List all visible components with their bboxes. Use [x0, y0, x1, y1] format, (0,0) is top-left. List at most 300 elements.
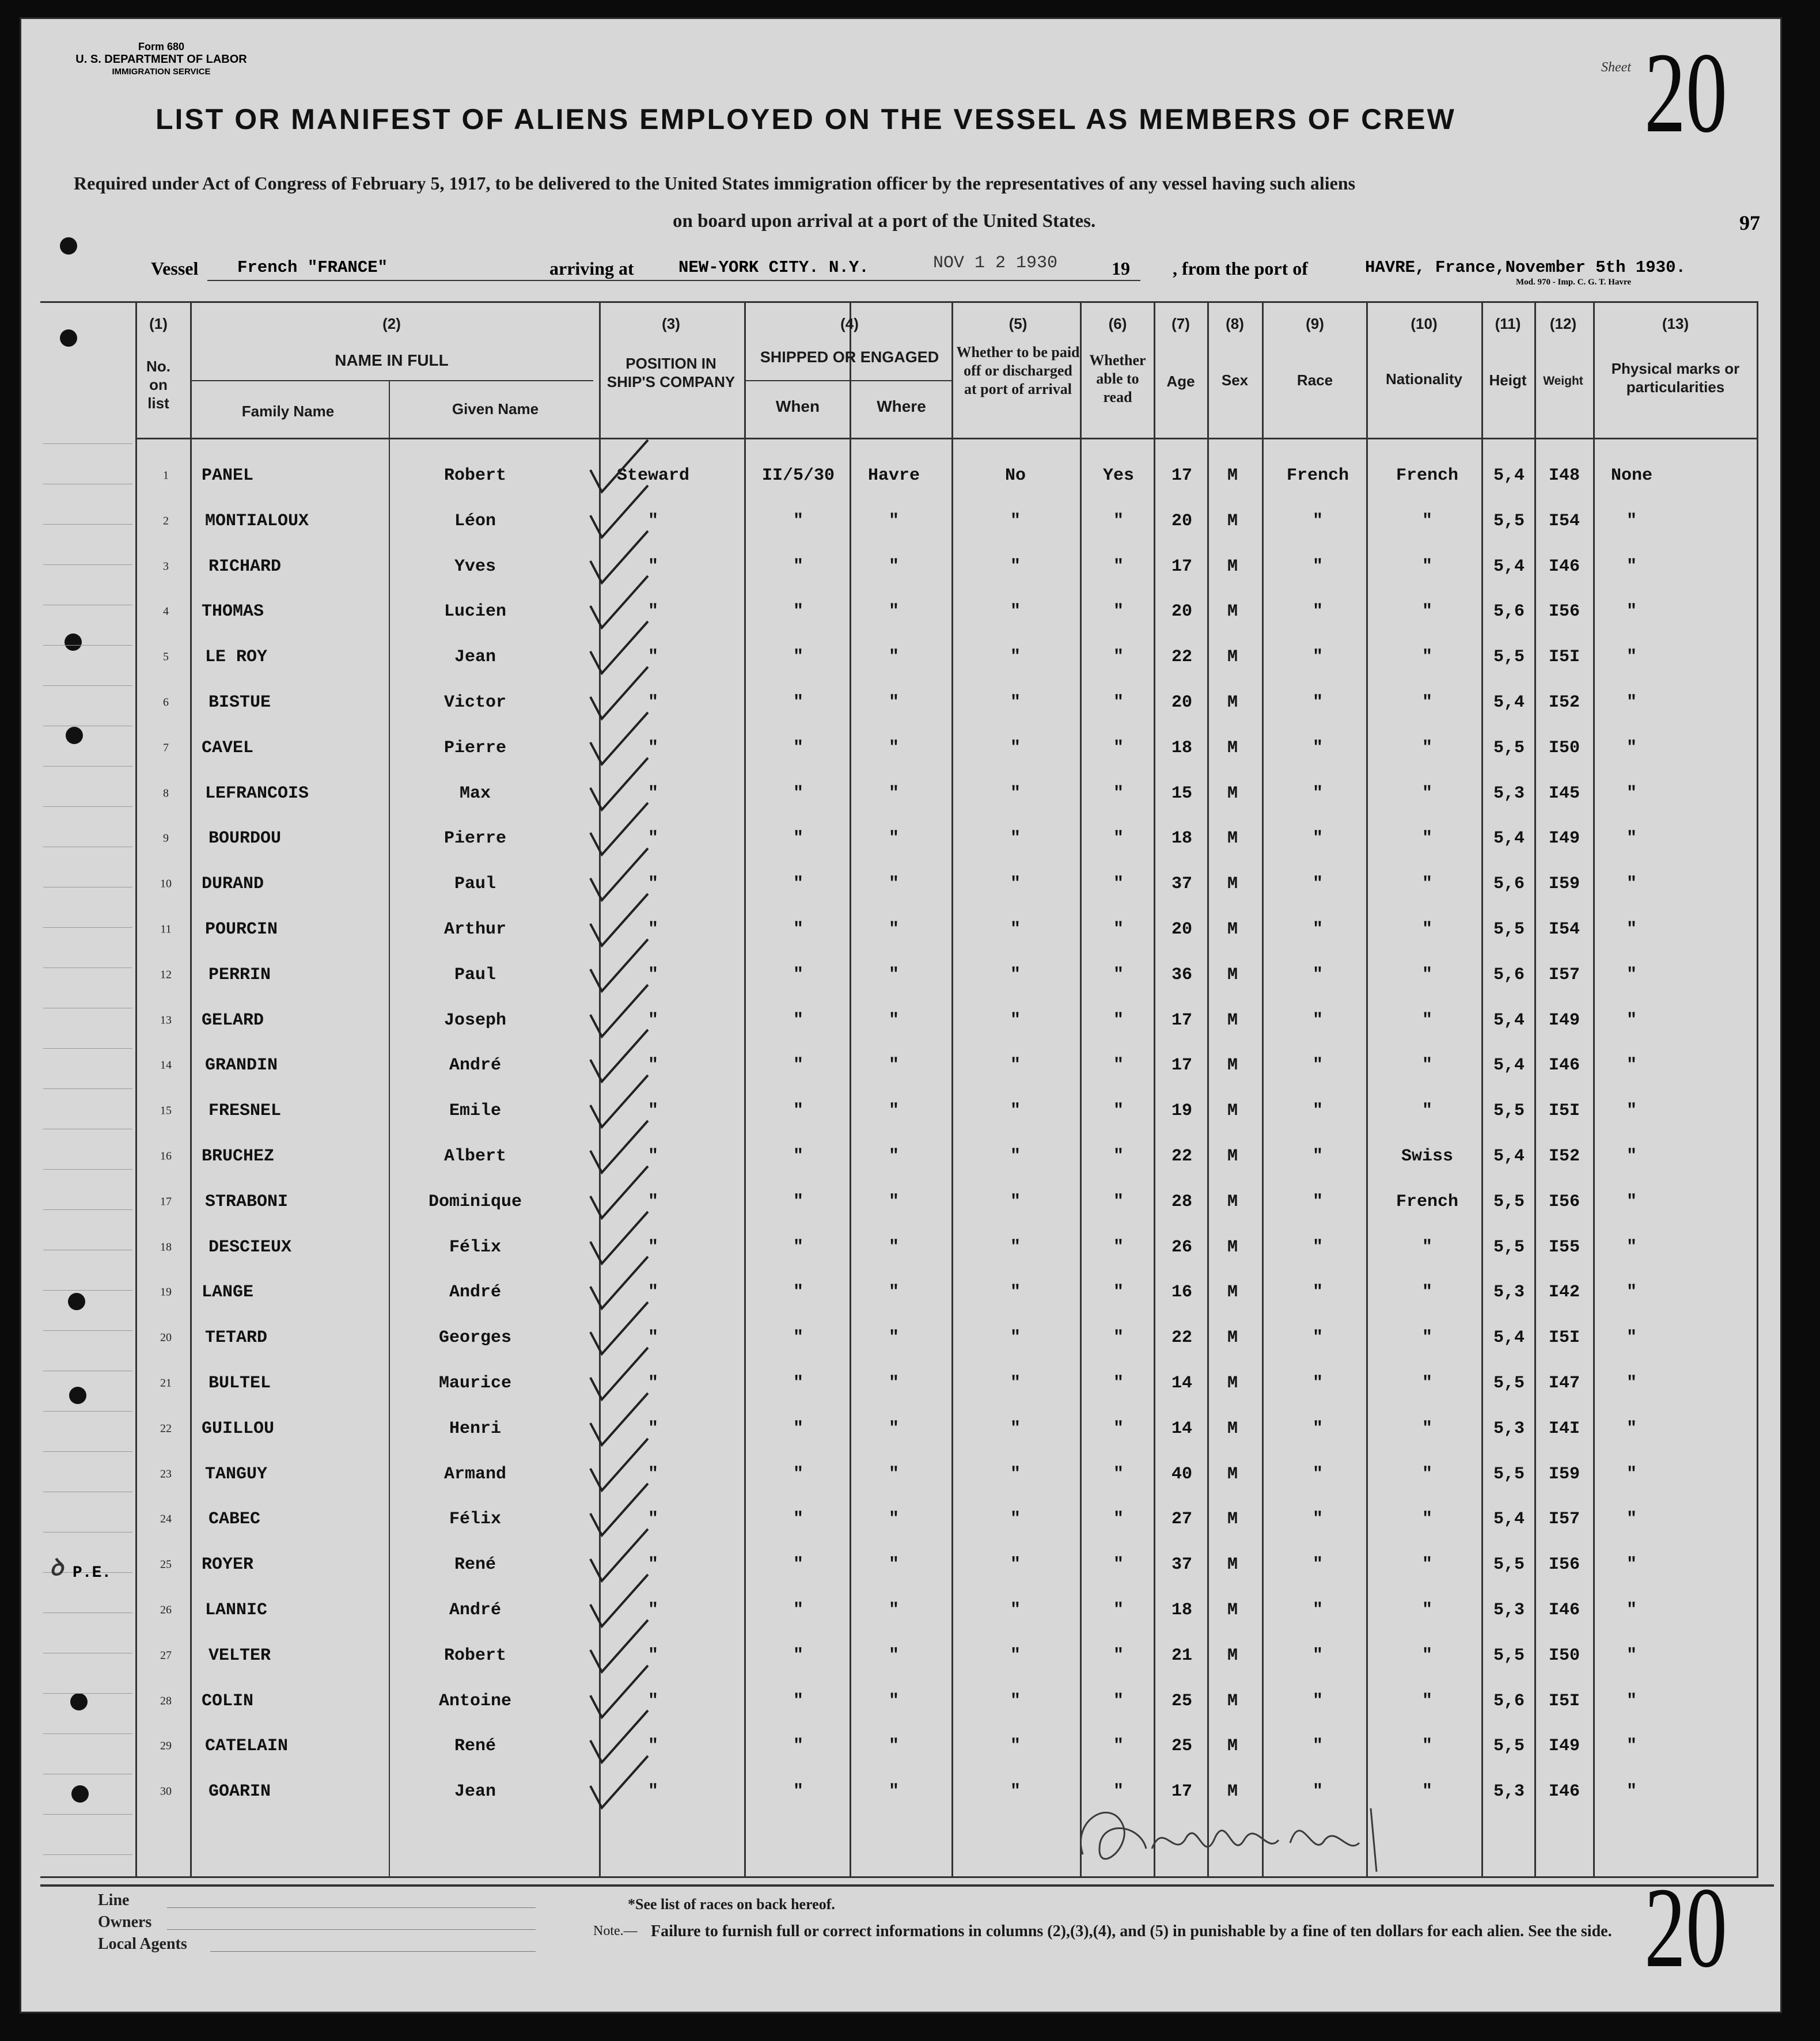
when-ditto: ": [793, 1101, 804, 1121]
paid-ditto: ": [1010, 557, 1021, 576]
col4-where-label: Where: [877, 397, 926, 415]
paid-ditto: ": [1010, 647, 1021, 667]
sex-cell: M: [1227, 1509, 1238, 1529]
given-name: Yves: [454, 557, 496, 576]
col2-number: (2): [382, 315, 401, 332]
sex-cell: M: [1227, 965, 1238, 985]
where-ditto: ": [888, 1600, 900, 1620]
note-text: Failure to furnish full or correct informations in columns (2),(3),(4), and (5) in punishable by a fine of ten dollars for each alien. See the side.: [651, 1922, 1612, 1940]
sex-cell: M: [1227, 1011, 1238, 1030]
row-number: 20: [160, 1331, 172, 1344]
weight-cell: I48: [1548, 466, 1580, 485]
read-ditto: ": [1113, 1147, 1124, 1166]
when-ditto: ": [793, 1691, 804, 1711]
height-cell: 5,3: [1493, 1600, 1525, 1620]
weight-cell: I55: [1548, 1238, 1580, 1257]
weight-cell: I49: [1548, 829, 1580, 848]
read-ditto: ": [1113, 1374, 1124, 1393]
family-name: ROYER: [202, 1555, 254, 1575]
nationality-ditto: ": [1421, 1328, 1433, 1348]
when-ditto: ": [793, 874, 804, 894]
where-ditto: ": [888, 1238, 900, 1257]
check-mark: [590, 1620, 648, 1672]
given-name: Albert: [443, 1147, 507, 1166]
position-ditto: ": [647, 511, 659, 531]
height-cell: 5,3: [1493, 1283, 1525, 1302]
position-cell: Steward: [616, 466, 690, 485]
sex-cell: M: [1227, 1328, 1238, 1348]
nationality-ditto: ": [1421, 557, 1433, 576]
sex-cell: M: [1227, 693, 1238, 712]
marks-ditto: ": [1626, 1238, 1637, 1257]
weight-cell: I5I: [1548, 1101, 1580, 1121]
col7-number: (7): [1171, 315, 1190, 332]
age-cell: 18: [1171, 829, 1193, 848]
given-name: René: [454, 1736, 496, 1756]
where-ditto: ": [888, 1555, 900, 1575]
paid-ditto: ": [1010, 1419, 1021, 1439]
given-name: Emile: [449, 1101, 502, 1121]
height-cell: 5,3: [1493, 784, 1525, 803]
position-ditto: ": [647, 965, 659, 985]
when-ditto: ": [793, 1192, 804, 1212]
row-number: 26: [160, 1603, 172, 1617]
nationality-ditto: ": [1421, 784, 1433, 803]
height-cell: 5,5: [1493, 1374, 1525, 1393]
when-ditto: ": [793, 1283, 804, 1302]
where-ditto: ": [888, 1782, 900, 1801]
age-cell: 25: [1171, 1691, 1193, 1711]
nationality-ditto: ": [1421, 1600, 1433, 1620]
marks-ditto: ": [1626, 1555, 1637, 1575]
age-cell: 20: [1171, 511, 1193, 531]
family-name: COLIN: [202, 1691, 254, 1711]
height-cell: 5,4: [1493, 829, 1525, 848]
age-cell: 20: [1171, 602, 1193, 621]
col12-label: Weight: [1543, 374, 1583, 388]
marks-ditto: ": [1626, 1283, 1637, 1302]
weight-cell: I57: [1548, 965, 1580, 985]
weight-cell: I49: [1548, 1011, 1580, 1030]
when-ditto: ": [793, 1328, 804, 1348]
sex-cell: M: [1227, 1374, 1238, 1393]
race-ditto: ": [1312, 1374, 1324, 1393]
race-ditto: ": [1312, 784, 1324, 803]
family-name: DESCIEUX: [208, 1238, 292, 1257]
paid-ditto: ": [1010, 1736, 1021, 1756]
given-name: André: [449, 1056, 502, 1075]
read-ditto: ": [1113, 1101, 1124, 1121]
sex-cell: M: [1227, 920, 1238, 939]
nationality-ditto: ": [1421, 1419, 1433, 1439]
nationality-ditto: ": [1421, 829, 1433, 848]
col4-label: SHIPPED OR ENGAGED: [760, 348, 939, 366]
position-ditto: ": [647, 1101, 659, 1121]
weight-cell: I56: [1548, 602, 1580, 621]
where-ditto: ": [888, 602, 900, 621]
position-ditto: ": [647, 1736, 659, 1756]
col2-given-label: Given Name: [452, 400, 539, 418]
check-mark: [590, 758, 648, 810]
race-ditto: ": [1312, 1192, 1324, 1212]
race-ditto: ": [1312, 829, 1324, 848]
check-mark: [590, 894, 648, 946]
check-mark: [590, 485, 648, 537]
family-name: THOMAS: [202, 602, 264, 621]
col1-number: (1): [149, 315, 168, 332]
weight-cell: I59: [1548, 874, 1580, 894]
sex-cell: M: [1227, 1283, 1238, 1302]
sex-cell: M: [1227, 1691, 1238, 1711]
marks-ditto: ": [1626, 1056, 1637, 1075]
family-name: PERRIN: [208, 965, 271, 985]
height-cell: 5,5: [1493, 1238, 1525, 1257]
family-name: BULTEL: [208, 1374, 271, 1393]
height-cell: 5,4: [1493, 557, 1525, 576]
sex-cell: M: [1227, 829, 1238, 848]
given-name: Paul: [454, 965, 496, 985]
given-name: Pierre: [443, 738, 507, 758]
weight-cell: I54: [1548, 511, 1580, 531]
sex-cell: M: [1227, 602, 1238, 621]
col10-label: Nationality: [1386, 370, 1462, 388]
position-ditto: ": [647, 829, 659, 848]
when-ditto: ": [793, 1238, 804, 1257]
where-ditto: ": [888, 1147, 900, 1166]
weight-cell: I54: [1548, 920, 1580, 939]
weight-cell: I50: [1548, 1646, 1580, 1666]
height-cell: 5,4: [1493, 1056, 1525, 1075]
weight-cell: I56: [1548, 1555, 1580, 1575]
marks-ditto: ": [1626, 1192, 1637, 1212]
sex-cell: M: [1227, 1056, 1238, 1075]
where-ditto: ": [888, 647, 900, 667]
when-ditto: ": [793, 920, 804, 939]
check-mark: [590, 1075, 648, 1127]
col4-when-label: When: [775, 397, 820, 415]
race-ditto: ": [1312, 1646, 1324, 1666]
height-cell: 5,4: [1493, 1147, 1525, 1166]
given-name: Robert: [443, 466, 507, 485]
nationality-ditto: ": [1421, 920, 1433, 939]
row-number: 28: [160, 1694, 172, 1708]
col13-number: (13): [1662, 315, 1689, 332]
age-cell: 22: [1171, 647, 1193, 667]
when-ditto: ": [793, 1600, 804, 1620]
weight-cell: I5I: [1548, 1328, 1580, 1348]
height-cell: 5,5: [1493, 1192, 1525, 1212]
sex-cell: M: [1227, 1600, 1238, 1620]
nationality-ditto: ": [1421, 1646, 1433, 1666]
given-name: Maurice: [438, 1374, 512, 1393]
age-cell: 17: [1171, 1011, 1193, 1030]
nationality-ditto: ": [1421, 1509, 1433, 1529]
family-name: DURAND: [202, 874, 264, 894]
age-cell: 17: [1171, 1056, 1193, 1075]
page-title: LIST OR MANIFEST OF ALIENS EMPLOYED ON THE VESSEL AS MEMBERS OF CREW: [156, 103, 1456, 135]
row-number: 4: [163, 605, 169, 618]
age-cell: 20: [1171, 693, 1193, 712]
paid-ditto: ": [1010, 738, 1021, 758]
height-cell: 5,5: [1493, 738, 1525, 758]
position-ditto: ": [647, 1328, 659, 1348]
nationality-ditto: ": [1421, 647, 1433, 667]
marks-ditto: ": [1626, 1600, 1637, 1620]
family-name: MONTIALOUX: [205, 511, 309, 531]
sex-cell: M: [1227, 1646, 1238, 1666]
read-ditto: ": [1113, 1691, 1124, 1711]
row-number: 25: [160, 1558, 172, 1571]
position-ditto: ": [647, 874, 659, 894]
weight-cell: I59: [1548, 1465, 1580, 1484]
weight-cell: I46: [1548, 557, 1580, 576]
row-number: 1: [163, 469, 169, 482]
sex-cell: M: [1227, 1465, 1238, 1484]
nationality-ditto: ": [1421, 1782, 1433, 1801]
row-number: 15: [160, 1104, 172, 1117]
position-ditto: ": [647, 1056, 659, 1075]
height-cell: 5,6: [1493, 602, 1525, 621]
paid-ditto: ": [1010, 511, 1021, 531]
given-name: André: [449, 1283, 502, 1302]
where-ditto: ": [888, 1509, 900, 1529]
weight-cell: I45: [1548, 784, 1580, 803]
family-name: LANNIC: [205, 1600, 268, 1620]
given-name: Félix: [449, 1509, 502, 1529]
weight-cell: I50: [1548, 738, 1580, 758]
race-ditto: ": [1312, 1691, 1324, 1711]
height-cell: 5,3: [1493, 1419, 1525, 1439]
paid-ditto: ": [1010, 1192, 1021, 1212]
row-number: 29: [160, 1739, 172, 1752]
position-ditto: ": [647, 1238, 659, 1257]
where-ditto: ": [888, 920, 900, 939]
when-ditto: ": [793, 1374, 804, 1393]
when-ditto: ": [793, 784, 804, 803]
age-cell: 22: [1171, 1328, 1193, 1348]
nationality-ditto: ": [1421, 1555, 1433, 1575]
where-ditto: ": [888, 1691, 900, 1711]
when-ditto: ": [793, 1782, 804, 1801]
sex-cell: M: [1227, 1555, 1238, 1575]
margin-scribble: ꝺ: [50, 1554, 63, 1580]
where-ditto: ": [888, 1736, 900, 1756]
check-mark: [590, 1393, 648, 1445]
nationality-ditto: ": [1421, 1238, 1433, 1257]
race-ditto: ": [1312, 511, 1324, 531]
footer-owners-label: Owners: [98, 1913, 152, 1931]
col11-label: Heigt: [1489, 371, 1527, 389]
given-name: Jean: [454, 647, 496, 667]
when-ditto: ": [793, 829, 804, 848]
given-name: Arthur: [443, 920, 507, 939]
age-cell: 26: [1171, 1238, 1193, 1257]
age-cell: 16: [1171, 1283, 1193, 1302]
paid-ditto: ": [1010, 1011, 1021, 1030]
nationality-ditto: ": [1421, 874, 1433, 894]
read-ditto: ": [1113, 1056, 1124, 1075]
arriving-port: NEW-YORK CITY. N.Y.: [678, 258, 869, 277]
check-mark: [590, 440, 648, 492]
where-ditto: ": [888, 1283, 900, 1302]
row-number: 27: [160, 1649, 172, 1662]
when-ditto: ": [793, 1011, 804, 1030]
age-cell: 27: [1171, 1509, 1193, 1529]
race-ditto: ": [1312, 1238, 1324, 1257]
read-ditto: ": [1113, 738, 1124, 758]
read-ditto: ": [1113, 1782, 1124, 1801]
read-ditto: ": [1113, 693, 1124, 712]
marks-cell: None: [1610, 466, 1653, 485]
family-name: FRESNEL: [208, 1101, 282, 1121]
read-ditto: ": [1113, 1328, 1124, 1348]
when-ditto: ": [793, 1555, 804, 1575]
height-cell: 5,4: [1493, 1328, 1525, 1348]
weight-cell: I47: [1548, 1374, 1580, 1393]
position-ditto: ": [647, 1283, 659, 1302]
marks-ditto: ": [1626, 1691, 1637, 1711]
where-ditto: ": [888, 1192, 900, 1212]
given-name: Paul: [454, 874, 496, 894]
paid-ditto: ": [1010, 1101, 1021, 1121]
paid-ditto: ": [1010, 1691, 1021, 1711]
where-ditto: ": [888, 1465, 900, 1484]
race-ditto: ": [1312, 1465, 1324, 1484]
read-ditto: ": [1113, 965, 1124, 985]
age-cell: 14: [1171, 1374, 1193, 1393]
paid-ditto: ": [1010, 784, 1021, 803]
race-ditto: ": [1312, 738, 1324, 758]
weight-cell: I46: [1548, 1782, 1580, 1801]
age-cell: 20: [1171, 920, 1193, 939]
arriving-label: arriving at: [549, 258, 634, 279]
age-cell: 15: [1171, 784, 1193, 803]
sex-cell: M: [1227, 1419, 1238, 1439]
sex-cell: M: [1227, 647, 1238, 667]
paid-ditto: ": [1010, 1056, 1021, 1075]
height-cell: 5,5: [1493, 1101, 1525, 1121]
row-number: 18: [160, 1240, 172, 1254]
where-cell: Havre: [867, 466, 920, 485]
family-name: VELTER: [208, 1646, 271, 1666]
col7-label: Age: [1166, 373, 1195, 390]
given-name: Henri: [449, 1419, 502, 1439]
race-ditto: ": [1312, 965, 1324, 985]
family-name: RICHARD: [208, 557, 282, 576]
sex-cell: M: [1227, 1101, 1238, 1121]
marks-ditto: ": [1626, 602, 1637, 621]
given-name: André: [449, 1600, 502, 1620]
when-ditto: ": [793, 965, 804, 985]
when-ditto: ": [793, 1465, 804, 1484]
row-number: 12: [160, 968, 172, 981]
race-ditto: ": [1312, 1283, 1324, 1302]
height-cell: 5,4: [1493, 1011, 1525, 1030]
col9-number: (9): [1306, 315, 1324, 332]
check-mark: [590, 667, 648, 719]
col6-number: (6): [1108, 315, 1127, 332]
read-ditto: ": [1113, 1011, 1124, 1030]
sex-cell: M: [1227, 1147, 1238, 1166]
row-number: 22: [160, 1422, 172, 1435]
marks-ditto: ": [1626, 1782, 1637, 1801]
height-cell: 5,5: [1493, 1646, 1525, 1666]
position-ditto: ": [647, 1691, 659, 1711]
height-cell: 5,5: [1493, 1555, 1525, 1575]
read-ditto: ": [1113, 1600, 1124, 1620]
marks-ditto: ": [1626, 829, 1637, 848]
paid-ditto: ": [1010, 874, 1021, 894]
when-ditto: ": [793, 602, 804, 621]
read-ditto: ": [1113, 784, 1124, 803]
age-cell: 18: [1171, 738, 1193, 758]
service: IMMIGRATION SERVICE: [112, 67, 211, 77]
given-name: Victor: [443, 693, 507, 712]
row-number: 6: [163, 696, 169, 709]
row-number: 7: [163, 741, 169, 754]
col5-label: Whether to be paid off or discharged at port of arrival: [956, 344, 1080, 397]
position-ditto: ": [647, 784, 659, 803]
age-cell: 40: [1171, 1465, 1193, 1484]
family-name: CAVEL: [202, 738, 254, 758]
nationality-ditto: ": [1421, 511, 1433, 531]
subtitle-line-1: Required under Act of Congress of February 5, 1917, to be delivered to the United States immigration officer by the representatives of any vessel having such aliens: [74, 173, 1356, 194]
col3-label: POSITION IN SHIP'S COMPANY: [606, 355, 735, 390]
race-ditto: ": [1312, 1509, 1324, 1529]
when-ditto: ": [793, 1736, 804, 1756]
position-ditto: ": [647, 1646, 659, 1666]
paid-ditto: ": [1010, 829, 1021, 848]
sex-cell: M: [1227, 1782, 1238, 1801]
read-ditto: ": [1113, 1192, 1124, 1212]
given-name: René: [454, 1555, 496, 1575]
read-ditto: ": [1113, 829, 1124, 848]
race-ditto: ": [1312, 557, 1324, 576]
sheet-number-top: 20: [1644, 29, 1727, 157]
race-ditto: ": [1312, 1782, 1324, 1801]
paid-ditto: ": [1010, 965, 1021, 985]
weight-cell: I52: [1548, 1147, 1580, 1166]
marks-ditto: ": [1626, 1419, 1637, 1439]
nationality-cell: French: [1396, 466, 1459, 485]
col8-label: Sex: [1221, 371, 1249, 389]
check-mark: [590, 1529, 648, 1581]
col11-number: (11): [1495, 315, 1521, 332]
nationality-ditto: ": [1421, 693, 1433, 712]
family-name: LEFRANCOIS: [205, 784, 309, 803]
nationality-cell: French: [1396, 1192, 1459, 1212]
read-ditto: ": [1113, 647, 1124, 667]
note-label: Note.—: [593, 1924, 638, 1938]
when-ditto: ": [793, 1509, 804, 1529]
marks-ditto: ": [1626, 693, 1637, 712]
family-name: CABEC: [208, 1509, 261, 1529]
position-ditto: ": [647, 1147, 659, 1166]
position-ditto: ": [647, 1600, 659, 1620]
race-ditto: ": [1312, 1328, 1324, 1348]
race-ditto: ": [1312, 1056, 1324, 1075]
where-ditto: ": [888, 784, 900, 803]
given-name: Joseph: [443, 1011, 507, 1030]
col2-family-label: Family Name: [241, 403, 335, 420]
race-ditto: ": [1312, 693, 1324, 712]
race-ditto: ": [1312, 1736, 1324, 1756]
given-name: Jean: [454, 1782, 496, 1801]
sex-cell: M: [1227, 1192, 1238, 1212]
check-mark: [590, 576, 648, 628]
check-mark: [590, 1121, 648, 1173]
marks-ditto: ": [1626, 1147, 1637, 1166]
